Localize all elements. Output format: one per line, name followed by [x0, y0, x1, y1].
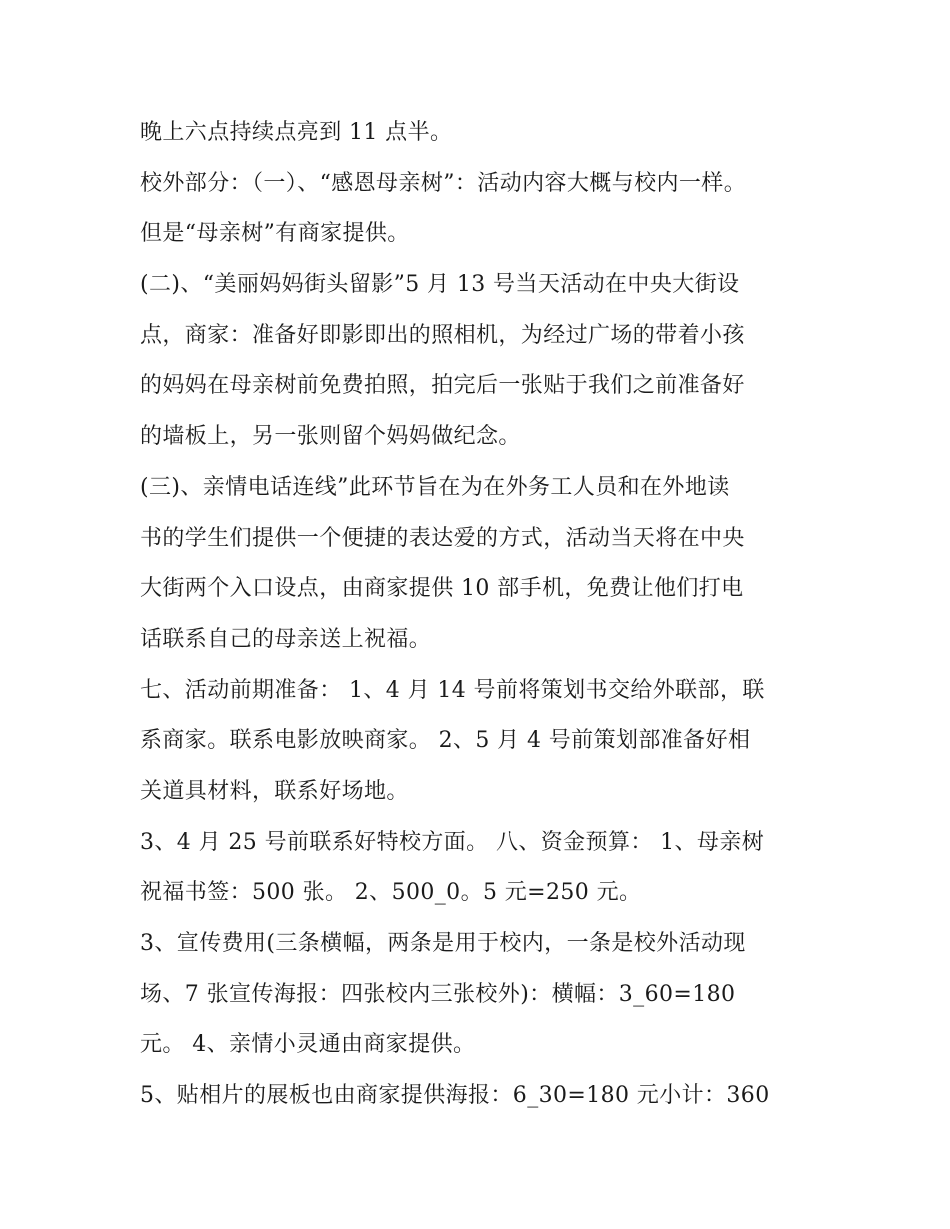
text-line: 关道具材料，联系好场地。: [140, 778, 409, 804]
text-line: 但是“母亲树”有商家提供。: [140, 221, 410, 247]
text-line: 书的学生们提供一个便捷的表达爱的方式，活动当天将在中央: [140, 525, 745, 551]
text-line: 的妈妈在母亲树前免费拍照，拍完后一张贴于我们之前准备好: [140, 373, 745, 399]
text-line: 七、活动前期准备： 1、4 月 14 号前将策划书交给外联部，联: [140, 677, 765, 703]
text-line: 话联系自己的母亲送上祝福。: [140, 626, 432, 652]
text-line: 大街两个入口设点，由商家提供 10 部手机，免费让他们打电: [140, 576, 744, 602]
text-line: 校外部分：（一）、“感恩母亲树”：活动内容大概与校内一样。: [140, 170, 747, 196]
text-line: 元。 4、亲情小灵通由商家提供。: [140, 1032, 476, 1058]
document-body: [140, 108, 830, 1122]
text-line: 的墙板上，另一张则留个妈妈做纪念。: [140, 424, 521, 450]
text-line: 5、贴相片的展板也由商家提供海报：6_30=180 元小计：360: [140, 1083, 770, 1109]
text-line: 3、宣传费用(三条横幅，两条是用于校内，一条是校外活动现: [140, 931, 746, 956]
text-line: 晚上六点持续点亮到 11 点半。: [140, 120, 453, 145]
text-line: 祝福书签：500 张。 2、500_0。5 元=250 元。: [140, 880, 642, 906]
text-line: (三)、亲情电话连线”此环节旨在为在外务工人员和在外地读: [140, 474, 730, 500]
text-line: 点，商家：准备好即影即出的照相机，为经过广场的带着小孩: [140, 322, 745, 348]
text-line: 系商家。联系电影放映商家。 2、5 月 4 号前策划部准备好相: [140, 728, 751, 754]
text-line: 场、7 张宣传海报：四张校内三张校外)：横幅：3_60=180: [140, 981, 736, 1007]
text-line: 3、4 月 25 号前联系好特校方面。 八、资金预算： 1、母亲树: [140, 829, 765, 855]
text-line: (二)、“美丽妈妈街头留影”5 月 13 号当天活动在中央大街设: [140, 272, 740, 298]
